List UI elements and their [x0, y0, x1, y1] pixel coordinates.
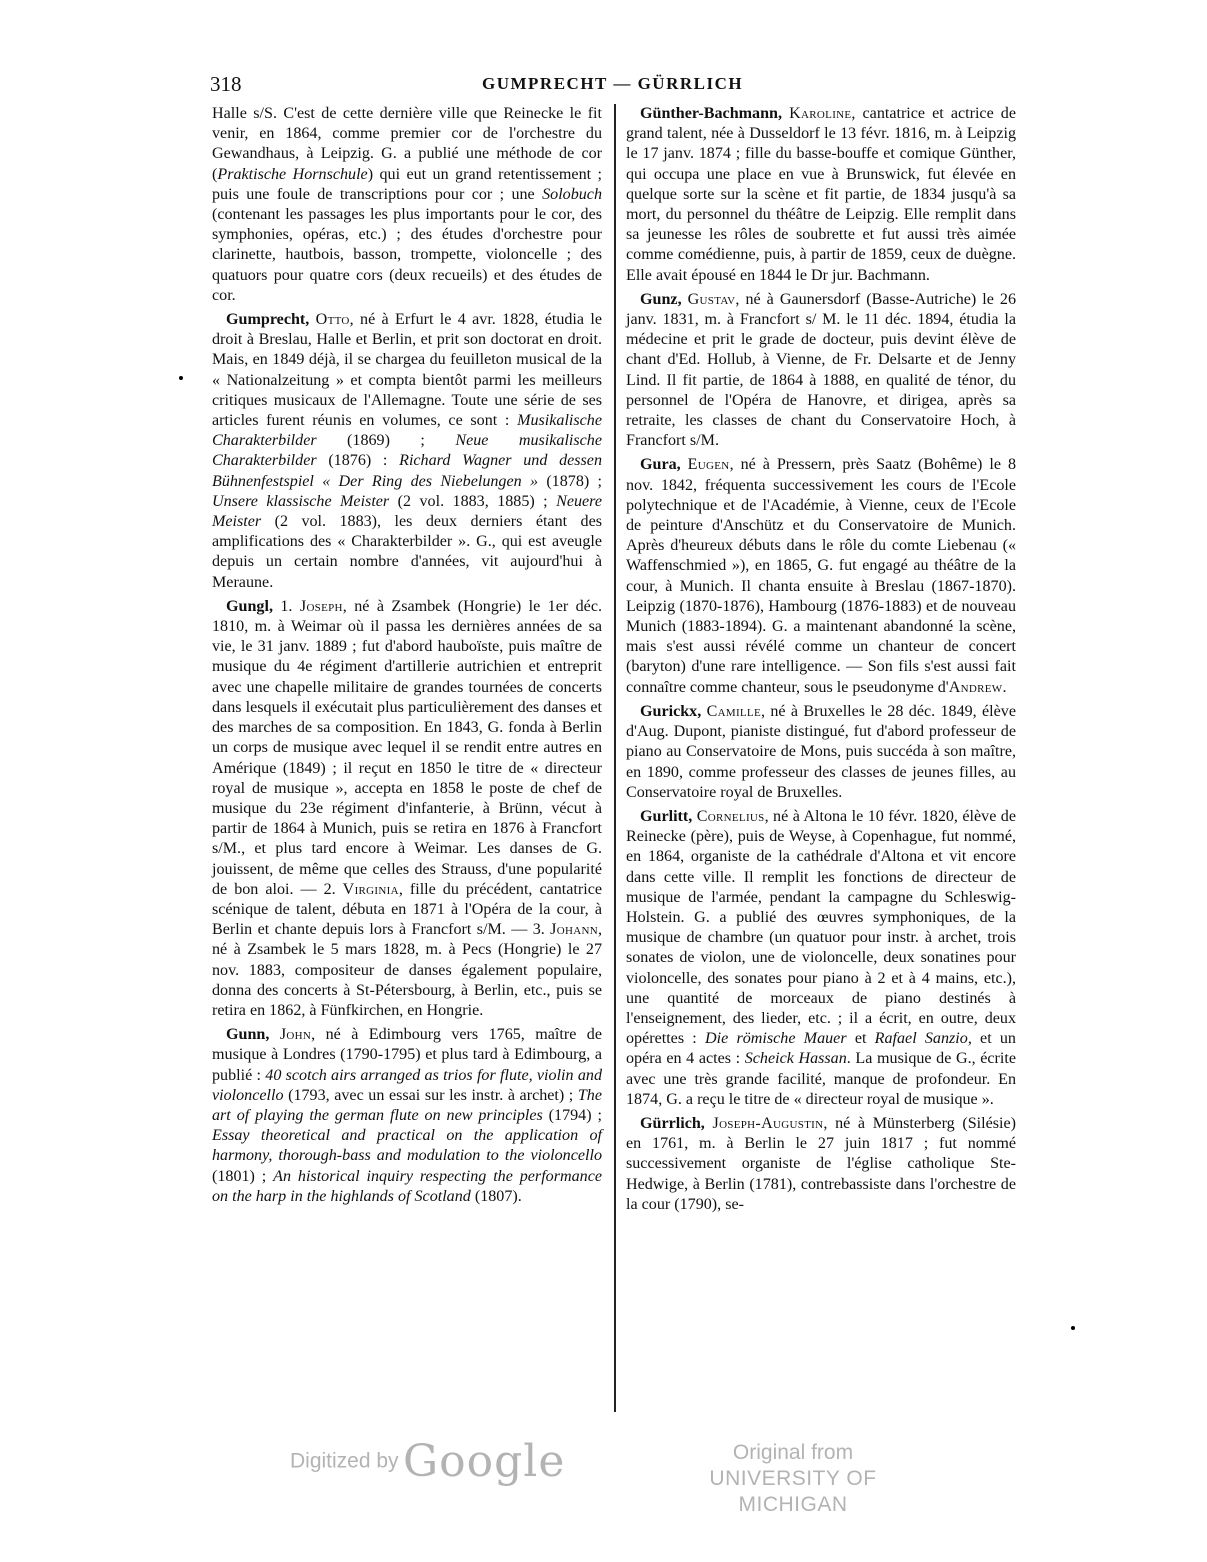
- google-logo: Google: [403, 1436, 566, 1487]
- digitized-by-google-watermark: [290, 1436, 565, 1487]
- headword: Gunn,: [226, 1026, 270, 1044]
- column-divider: [614, 104, 616, 1412]
- running-head: GUMPRECHT — GÜRRLICH: [482, 74, 744, 93]
- entry-gunther-bachmann: Günther-Bachmann, Karoline, cantatrice et actrice de grand talent, née à Dusseldorf le 13 févr. 1816, m. à Leipzig le 17 janv. 1874 ; fille du basse-bouffe et comique Günther, qui occupa une place en vue à Brunswick, fut élevée en quelque sorte sur la scène et fit partie, de 1834 jusqu'à sa mort, du personnel du théâtre de Leipzig. Elle remplit dans sa jeunesse les rôles de soubrette et fut aussi très aimée comme comédienne, puis, à partir de 1859, ceux de duègne. Elle avait épousé en 1844 le Dr jur. Bachmann.: [626, 105, 1016, 284]
- headword: Gumprecht,: [226, 311, 310, 329]
- entry-continuation: Halle s/S. C'est de cette dernière ville que Reinecke le fit venir, en 1864, comme premier cor de l'orchestre du Gewandhaus, à Leipzig. G. a publié une méthode de cor (Praktische Hornschule) qui eut un grand retentissement ; puis une foule de transcriptions pour cor ; une Solobuch (contenant les passages les plus importants pour le cor, des symphonies, opéras, etc.) ; des études d'orchestre pour clarinette, hautbois, basson, trompette, violoncelle ; des quatuors pour quatre cors (deux recueils) et des études de cor.: [212, 105, 602, 304]
- headword: Gunz,: [640, 290, 682, 308]
- university-text: UNIVERSITY OF MICHIGAN: [709, 1467, 877, 1516]
- original-from-text: Original from: [732, 1441, 854, 1464]
- entry-gurrlich: Gürrlich, Joseph-Augustin, né à Münsterberg (Silésie) en 1761, m. à Berlin le 27 juin 1817 ; fut nommé successivement organiste de l'église catholique Ste-Hedwige, à Berlin (1781), contrebassiste dans l'orchestre de la cour (1790), se-: [626, 1114, 1016, 1213]
- entry-gurickx: Gurickx, Camille, né à Bruxelles le 28 déc. 1849, élève d'Aug. Dupont, pianiste distingué, fut d'abord professeur de piano au Conservatoire de Mons, puis succéda à son maître, en 1890, comme professeur des classes de jeunes filles, au Conservatoire royal de Bruxelles.: [626, 702, 1016, 801]
- original-from-watermark: [668, 1440, 918, 1518]
- digitized-by-text: Digitized by: [290, 1449, 399, 1473]
- headword: Günther-Bachmann,: [640, 105, 783, 122]
- left-column: [212, 104, 602, 1207]
- headword: Gura,: [640, 456, 681, 474]
- entry-gurlitt: Gurlitt, Cornelius, né à Altona le 10 févr. 1820, élève de Reinecke (père), puis de Weyse, à Copenhague, fut nommé, en 1864, organiste de la cathédrale d'Altona et vit encore dans cette ville. Il remplit les fonctions de directeur de musique de l'armée, pendant la campagne du Schleswig-Holstein. G. a publié des œuvres symphoniques, de la musique de chambre (un quatuor pour instr. à archet, trois sonates de violon, une de violoncelle, deux sonatines pour violoncelle, des sonates pour piano à 2 et à 4 mains, etc.), une quantité de morceaux de piano destinés à l'enseignement, des lieder, etc. ; il a écrit, en outre, deux opérettes : Die römische Mauer et Rafael Sanzio, et un opéra en 4 actes : Scheick Hassan. La musique de G., écrite avec une très grande facilité, manque de profondeur. En 1874, G. a reçu le titre de « directeur royal de musique ».: [626, 807, 1017, 1108]
- scan-speck: [1071, 1326, 1075, 1330]
- entry-gungl: Gungl, 1. Joseph, né à Zsambek (Hongrie) le 1er déc. 1810, m. à Weimar où il passa les dernières années de sa vie, le 31 janv. 1889 ; fut d'abord hauboïste, puis maître de musique du 4e régiment d'artillerie autrichien et entreprit avec une chapelle militaire de grandes tournées de concerts dans lesquels il exécutait plus particulièrement des danses et des marches de sa composition. En 1843, G. fonda à Berlin un corps de musique avec lequel il se rendit entre autres en Amérique (1849) ; il reçut en 1850 le titre de « directeur royal de musique », accepta en 1858 le poste de chef de musique du 23e régiment d'infanterie, à Brünn, vécut à partir de 1864 à Munich, puis se retira en 1876 à Francfort s/M., et plus tard encore à Weimar. Les danses de G. jouissent, de même que celles des Strauss, d'une popularité de bon aloi. — 2. Virginia, fille du précédent, cantatrice scénique de talent, débuta en 1871 à l'Opéra de la cour, à Berlin et chante depuis lors à Francfort s/M. — 3. Johann, né à Zsambek le 5 mars 1828, m. à Pecs (Hongrie) le 27 nov. 1883, compositeur de danses également populaire, donna des concerts à St-Pétersbourg, à Berlin, etc., puis se retira en 1862, à Fünfkirchen, en Hongrie.: [212, 597, 602, 1019]
- entry-gumprecht: Gumprecht, Otto, né à Erfurt le 4 avr. 1828, étudia le droit à Breslau, Halle et Berlin, et prit son doctorat en droit. Mais, en 1849 déjà, il se chargea du feuilleton musical de la « Nationalzeitung » et compta bientôt parmi les meilleurs critiques musicaux de l'Allemagne. Toute une série de ses articles furent réunis en volumes, ce sont : Musikalische Charakterbilder (1869) ; Neue musikalische Charakterbilder (1876) : Richard Wagner und dessen Bühnenfestspiel « Der Ring des Niebelungen » (1878) ; Unsere klassische Meister (2 vol. 1883, 1885) ; Neuere Meister (2 vol. 1883), les deux derniers étant des amplifications des « Charakterbilder ». G., qui est aveugle depuis un certain nombre d'années, vit aujourd'hui à Meraune.: [212, 311, 602, 591]
- entry-gunn: Gunn, John, né à Edimbourg vers 1765, maître de musique à Londres (1790-1795) et plus tard à Edimbourg, a publié : 40 scotch airs arranged as trios for flute, violin and violoncello (1793, avec un essai sur les instr. à archet) ; The art of playing the german flute on new principles (1794) ; Essay theoretical and practical on the application of harmony, thorough-bass and modulation to the violoncello (1801) ; An historical inquiry respecting the performance on the harp in the highlands of Scotland (1807).: [212, 1026, 602, 1205]
- headword: Gurickx,: [640, 702, 702, 720]
- headword: Gurlitt,: [640, 807, 693, 825]
- headword: Gürrlich,: [640, 1114, 705, 1132]
- right-column: [626, 104, 1016, 1215]
- scan-speck: [179, 376, 183, 380]
- entry-gunz: Gunz, Gustav, né à Gaunersdorf (Basse-Autriche) le 26 janv. 1831, m. à Francfort s/ M. le 11 déc. 1894, étudia la médecine et prit le grade de docteur, puis devint élève de chant d'Ed. Hollub, à Vienne, de Fr. Delsarte et de Jenny Lind. Il fit partie, de 1864 à 1888, en qualité de ténor, du personnel de l'Opéra de Hanovre, et dirigea, après sa retraite, les classes de chant du Conservatoire Hoch, à Francfort s/M.: [626, 290, 1016, 450]
- entry-gura: Gura, Eugen, né à Pressern, près Saatz (Bohême) le 8 nov. 1842, fréquenta successivement les cours de l'Ecole polytechnique et de l'Académie, à Vienne, ceux de l'Ecole de peinture d'Anschütz et du Conservatoire de Munich. Après d'heureux débuts dans le rôle du comte Liebenau (« Waffenschmied »), en 1865, G. fut engagé au théâtre de la cour, à Munich. Il chanta ensuite à Breslau (1867-1870). Leipzig (1870-1876), Hambourg (1876-1883) et de nouveau Munich (1883-1894). G. a maintenant abandonné la scène, mais s'est aussi révélé comme un chanteur de concert (baryton) d'une rare intelligence. — Son fils s'est aussi fait connaître comme chanteur, sous le pseudonyme d'Andrew.: [626, 456, 1016, 696]
- headword: Gungl,: [226, 597, 273, 615]
- page-number: 318: [210, 72, 242, 96]
